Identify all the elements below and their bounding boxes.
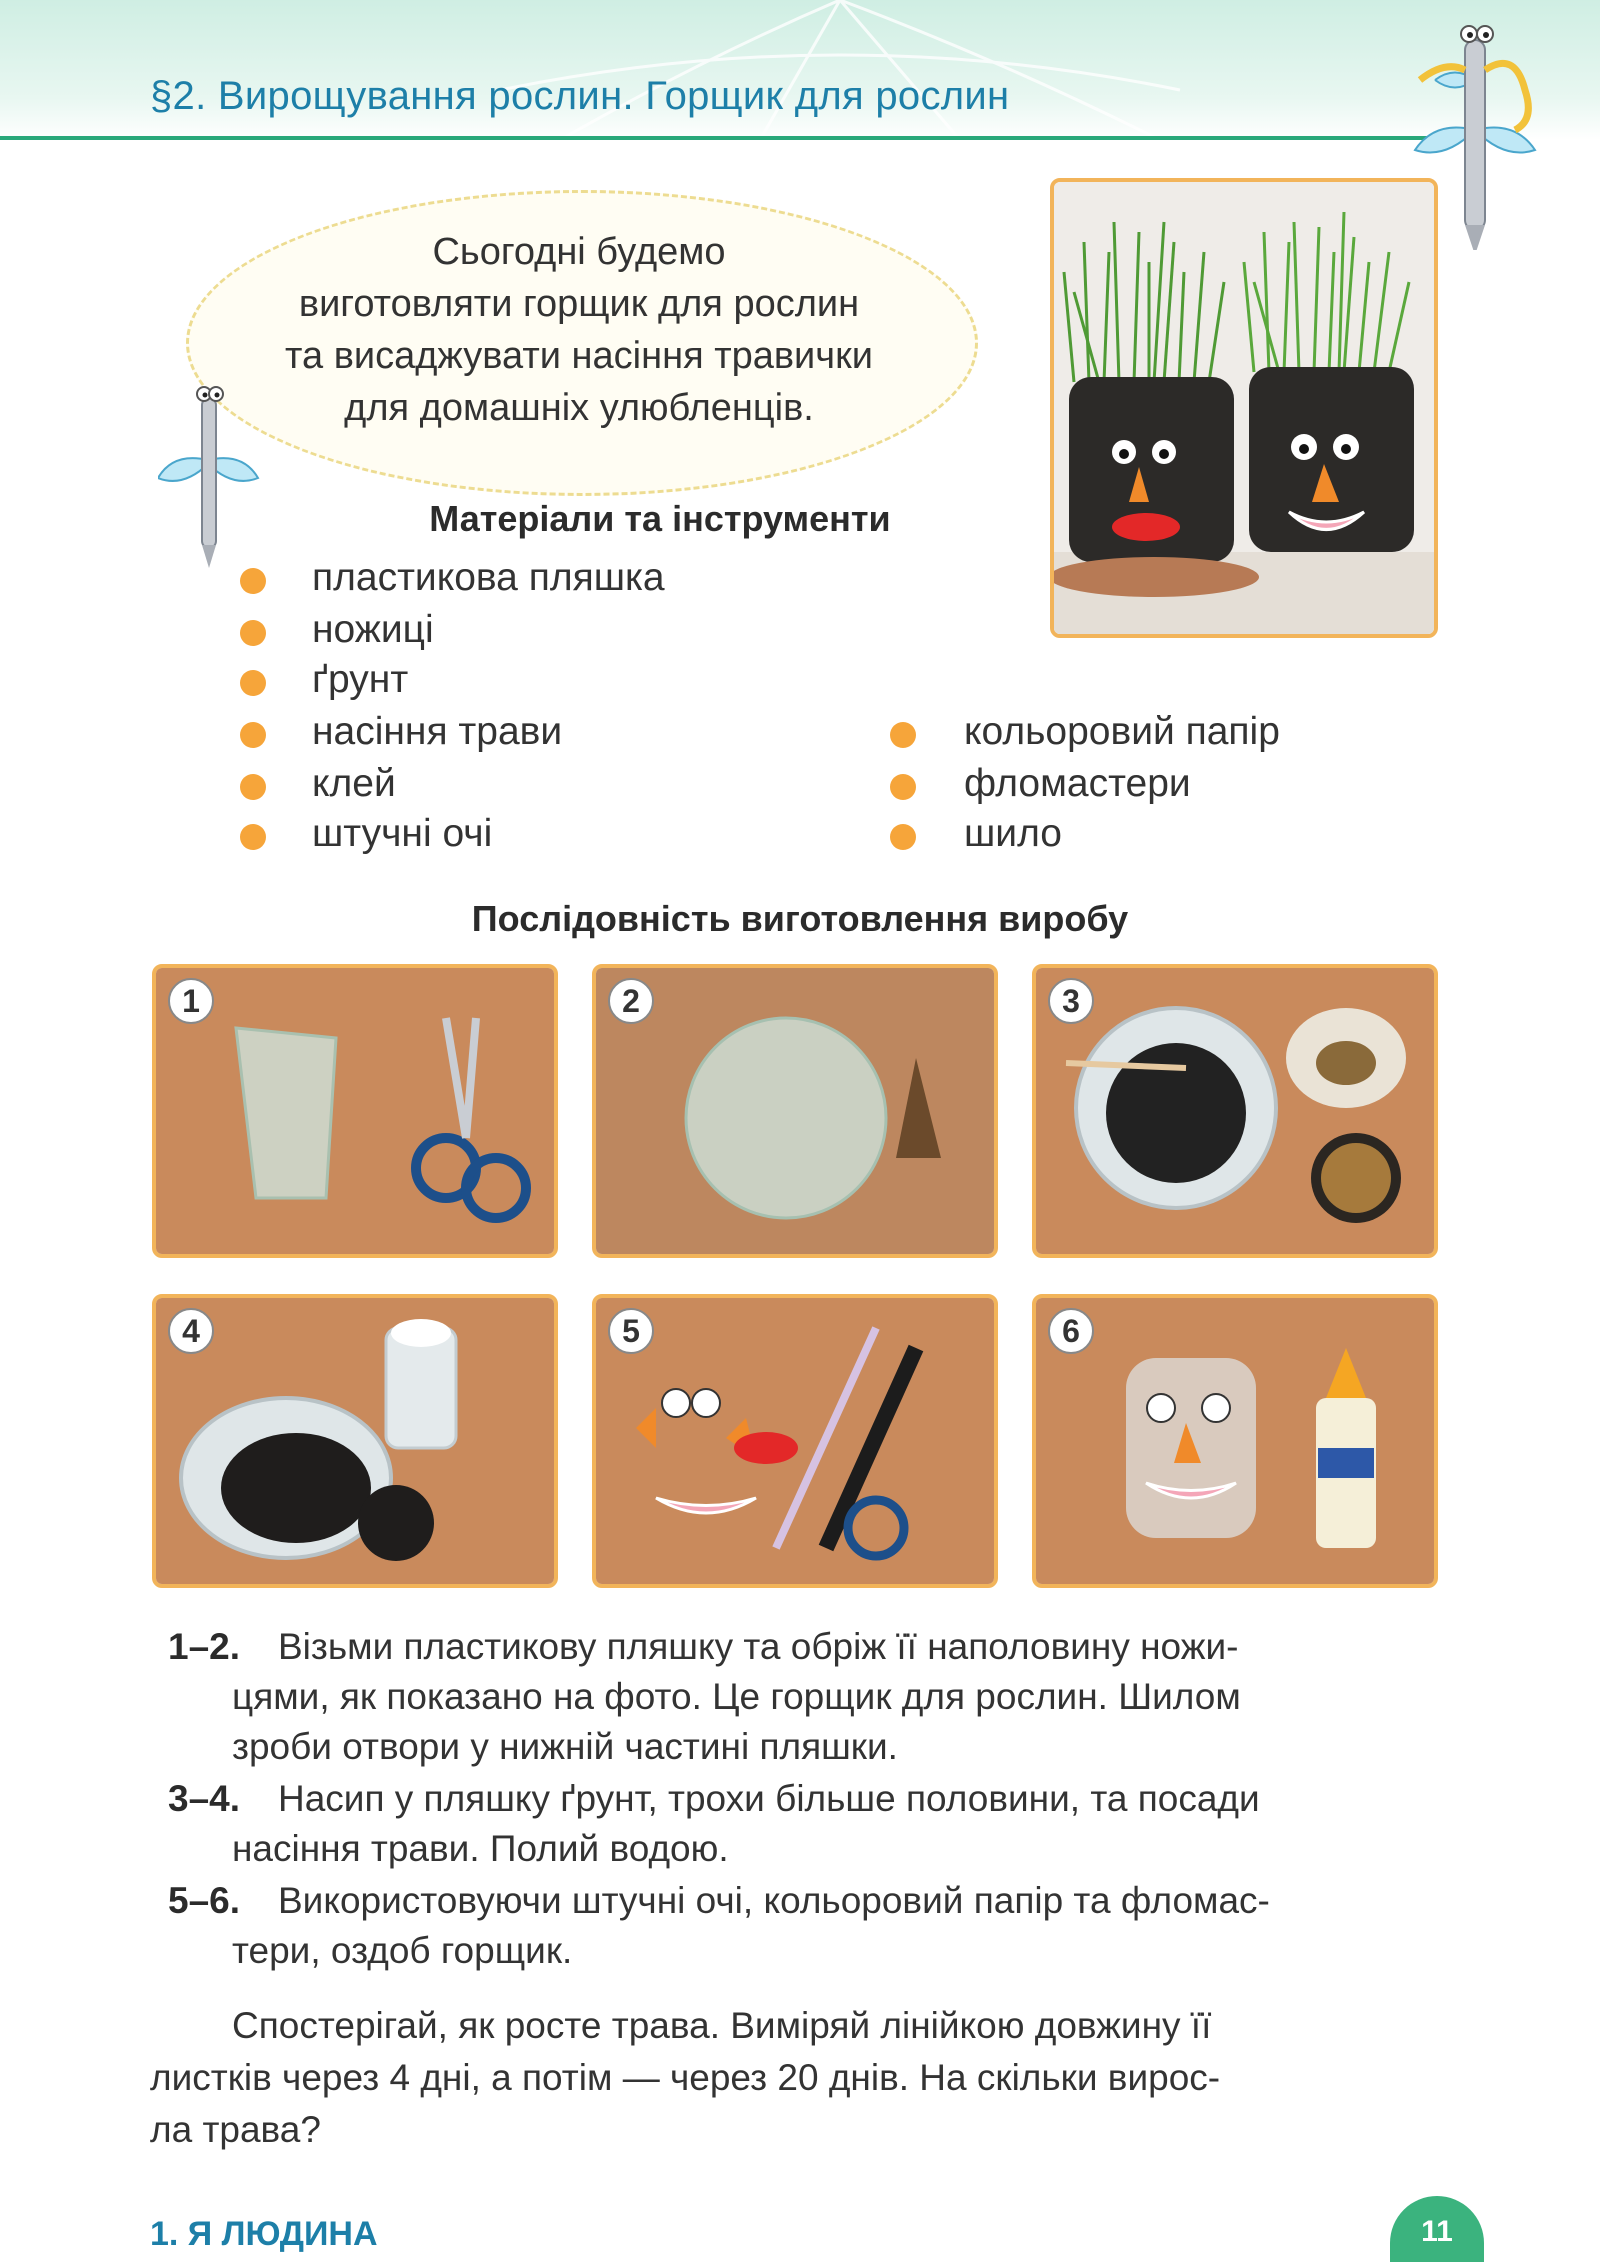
page-number: 11 bbox=[1390, 2196, 1484, 2262]
list-item: ґрунт bbox=[312, 658, 409, 701]
observation-task: Спостерігай, як росте трава. Виміряй лінійкою довжину її листків через 4 дні, а потім — через 20 днів. На скільки вирос- ла трава? bbox=[150, 2005, 1221, 2150]
header-decoration bbox=[0, 0, 1600, 140]
step-photo-2 bbox=[592, 964, 998, 1258]
header-rule bbox=[0, 136, 1440, 140]
header-band bbox=[0, 0, 1600, 140]
list-item: штучні очі bbox=[312, 812, 493, 855]
bullet-icon bbox=[890, 774, 916, 800]
bullet-icon bbox=[890, 824, 916, 850]
list-item: фломастери bbox=[964, 762, 1191, 805]
speech-bubble-text: Сьогодні будемо виготовляти горщик для рослин та висаджувати насіння травички для домашніх улюбленців. bbox=[285, 231, 873, 429]
bullet-icon bbox=[240, 722, 266, 748]
bullet-icon bbox=[890, 722, 916, 748]
list-item: ножиці bbox=[312, 608, 434, 651]
list-item: кольоровий папір bbox=[964, 710, 1280, 753]
bullet-icon bbox=[240, 824, 266, 850]
small-needle-mascot-icon bbox=[158, 380, 268, 570]
sequence-heading: Послідовність виготовлення виробу bbox=[471, 898, 1129, 939]
step-photo-3 bbox=[1032, 964, 1438, 1258]
bullet-icon bbox=[240, 774, 266, 800]
step-number: 4 bbox=[168, 1308, 214, 1354]
list-item: клей bbox=[312, 762, 396, 805]
grass-head-pots-photo bbox=[1050, 178, 1438, 638]
materials-heading: Матеріали та інструменти bbox=[429, 498, 891, 539]
instruction-1-2: 1–2. Візьми пластикову пляшку та обріж її наполовину ножи- цями, як показано на фото. Це горщик для рослин. Шилом зроби отвори у нижній частині пляшки. bbox=[168, 1622, 1440, 1772]
step-photo-1 bbox=[152, 964, 558, 1258]
step-number: 1 bbox=[168, 978, 214, 1024]
step-number: 3 bbox=[1048, 978, 1094, 1024]
bullet-icon bbox=[240, 620, 266, 646]
step-number: 2 bbox=[608, 978, 654, 1024]
list-item: насіння трави bbox=[312, 710, 563, 753]
step-photo-4 bbox=[152, 1294, 558, 1588]
chapter-label: 1. Я ЛЮДИНА bbox=[150, 2215, 378, 2253]
list-item: шило bbox=[964, 812, 1062, 855]
instruction-label: 3–4. bbox=[168, 1778, 241, 1819]
step-photo-6 bbox=[1032, 1294, 1438, 1588]
instruction-5-6: 5–6. Використовуючи штучні очі, кольоровий папір та фломас- тери, оздоб горщик. bbox=[168, 1876, 1440, 1976]
list-item: пластикова пляшка bbox=[312, 556, 665, 599]
step-number: 5 bbox=[608, 1308, 654, 1354]
instruction-label: 5–6. bbox=[168, 1880, 241, 1921]
instruction-3-4: 3–4. Насип у пляшку ґрунт, трохи більше половини, та посади насіння трави. Полий водою. bbox=[168, 1774, 1440, 1874]
section-title: §2. Вирощування рослин. Горщик для рослин bbox=[150, 74, 1010, 118]
instruction-label: 1–2. bbox=[168, 1626, 241, 1667]
instruction-text: Візьми пластикову пляшку та обріж її наполовину ножи- bbox=[278, 1626, 1239, 1667]
bullet-icon bbox=[240, 670, 266, 696]
bullet-icon bbox=[240, 568, 266, 594]
step-photo-5 bbox=[592, 1294, 998, 1588]
step-number: 6 bbox=[1048, 1308, 1094, 1354]
